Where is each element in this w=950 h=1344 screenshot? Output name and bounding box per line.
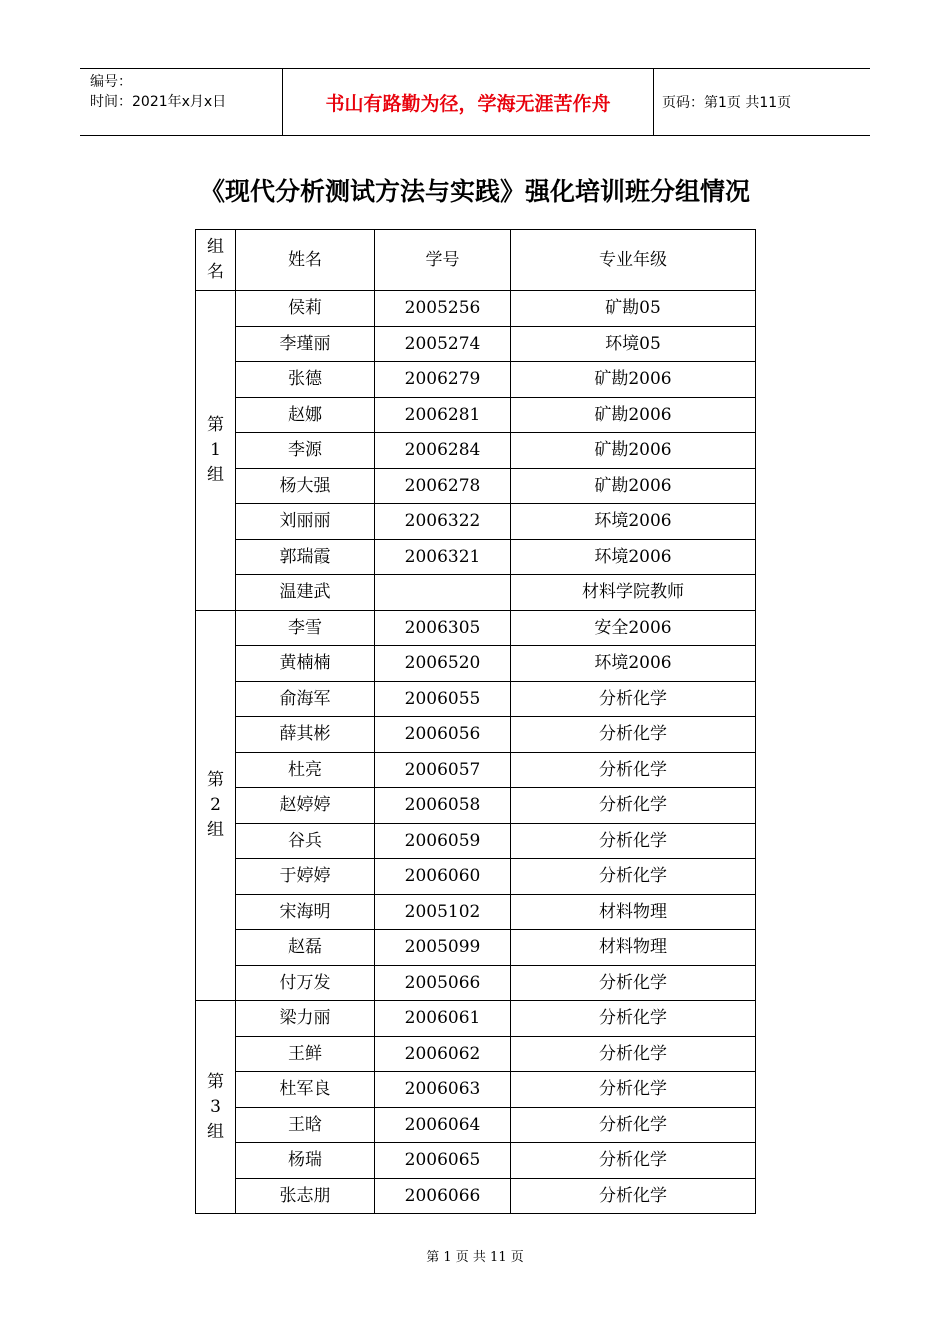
student-id: 2006062 [375, 1036, 511, 1072]
group-label-char: 组 [207, 464, 224, 485]
student-name: 王晗 [236, 1107, 375, 1143]
table-row [196, 1178, 756, 1214]
table-row [196, 504, 756, 540]
header-group [196, 230, 236, 291]
table-row [196, 894, 756, 930]
student-id [375, 575, 511, 611]
group-label [196, 1001, 236, 1214]
student-id: 2006055 [375, 681, 511, 717]
student-major: 分析化学 [511, 681, 756, 717]
student-id: 2006520 [375, 646, 511, 682]
student-major: 环境05 [511, 326, 756, 362]
table-row [196, 468, 756, 504]
student-id: 2006059 [375, 823, 511, 859]
student-id: 2006284 [375, 433, 511, 469]
table-row [196, 681, 756, 717]
student-id: 2006281 [375, 397, 511, 433]
student-id: 2006063 [375, 1072, 511, 1108]
student-major: 分析化学 [511, 788, 756, 824]
student-major: 分析化学 [511, 859, 756, 895]
header-name: 姓名 [236, 230, 375, 291]
table-row [196, 539, 756, 575]
header-motto: 书山有路勤为径，学海无涯苦作舟 [282, 69, 654, 135]
table-row [196, 1001, 756, 1037]
group-label-char: 第 [207, 414, 224, 435]
student-name: 俞海军 [236, 681, 375, 717]
page-header [80, 68, 870, 136]
student-name: 杨大强 [236, 468, 375, 504]
student-major: 分析化学 [511, 1178, 756, 1214]
student-id: 2006279 [375, 362, 511, 398]
group-roster-table [195, 229, 756, 1214]
student-name: 李雪 [236, 610, 375, 646]
student-major: 安全2006 [511, 610, 756, 646]
student-id: 2006056 [375, 717, 511, 753]
group-label [196, 291, 236, 611]
document-number-label: 编号： [90, 74, 132, 90]
table-row [196, 610, 756, 646]
student-name: 赵婷婷 [236, 788, 375, 824]
student-id: 2006058 [375, 788, 511, 824]
table-row [196, 326, 756, 362]
table-row [196, 1036, 756, 1072]
student-id: 2006322 [375, 504, 511, 540]
student-major: 环境2006 [511, 539, 756, 575]
student-major: 矿勘2006 [511, 397, 756, 433]
table-row [196, 788, 756, 824]
student-id: 2005274 [375, 326, 511, 362]
group-label-char: 3 [210, 1096, 221, 1117]
student-id: 2005066 [375, 965, 511, 1001]
group-label-char: 1 [210, 439, 221, 460]
student-major: 分析化学 [511, 1143, 756, 1179]
group-label-char: 组 [207, 1121, 224, 1142]
header-group-char-2: 名 [207, 262, 224, 282]
student-id: 2005256 [375, 291, 511, 327]
student-id: 2006057 [375, 752, 511, 788]
student-major: 材料物理 [511, 894, 756, 930]
table-row [196, 575, 756, 611]
table-row [196, 859, 756, 895]
student-name: 王鲜 [236, 1036, 375, 1072]
header-page-info: 页码：第1页 共11页 [662, 95, 792, 111]
header-meta [80, 69, 282, 135]
student-id: 2006305 [375, 610, 511, 646]
student-major: 矿勘2006 [511, 433, 756, 469]
table-row [196, 823, 756, 859]
student-name: 赵磊 [236, 930, 375, 966]
group-label-char: 组 [207, 819, 224, 840]
student-name: 杜亮 [236, 752, 375, 788]
table-row [196, 1107, 756, 1143]
student-name: 杨瑞 [236, 1143, 375, 1179]
table-row [196, 362, 756, 398]
student-name: 薛其彬 [236, 717, 375, 753]
student-name: 温建武 [236, 575, 375, 611]
student-name: 杜军良 [236, 1072, 375, 1108]
student-name: 李源 [236, 433, 375, 469]
student-name: 谷兵 [236, 823, 375, 859]
student-major: 分析化学 [511, 752, 756, 788]
student-major: 材料学院教师 [511, 575, 756, 611]
student-name: 侯莉 [236, 291, 375, 327]
student-major: 分析化学 [511, 965, 756, 1001]
table-row [196, 717, 756, 753]
student-name: 刘丽丽 [236, 504, 375, 540]
student-name: 郭瑞霞 [236, 539, 375, 575]
student-name: 赵娜 [236, 397, 375, 433]
table-row [196, 646, 756, 682]
table-header-row [196, 230, 756, 291]
table-row [196, 1072, 756, 1108]
group-label-char: 第 [207, 1071, 224, 1092]
student-major: 分析化学 [511, 1001, 756, 1037]
student-name: 于婷婷 [236, 859, 375, 895]
table-row [196, 433, 756, 469]
student-name: 付万发 [236, 965, 375, 1001]
document-title: 《现代分析测试方法与实践》强化培训班分组情况 [199, 177, 750, 206]
student-name: 李瑾丽 [236, 326, 375, 362]
student-major: 矿勘2006 [511, 362, 756, 398]
student-major: 矿勘05 [511, 291, 756, 327]
group-label-char: 2 [210, 794, 221, 815]
student-major: 环境2006 [511, 646, 756, 682]
table-row [196, 752, 756, 788]
page-footer: 第 1 页 共 11 页 [426, 1250, 524, 1265]
student-id: 2005102 [375, 894, 511, 930]
table-row [196, 397, 756, 433]
student-major: 分析化学 [511, 1036, 756, 1072]
student-name: 宋海明 [236, 894, 375, 930]
document-date-label: 时间：2021年x月x日 [90, 94, 227, 110]
student-id: 2006321 [375, 539, 511, 575]
student-major: 矿勘2006 [511, 468, 756, 504]
student-name: 张德 [236, 362, 375, 398]
student-name: 梁力丽 [236, 1001, 375, 1037]
group-label-char: 第 [207, 769, 224, 790]
student-id: 2006066 [375, 1178, 511, 1214]
student-id: 2006060 [375, 859, 511, 895]
student-id: 2006065 [375, 1143, 511, 1179]
student-id: 2006061 [375, 1001, 511, 1037]
student-major: 分析化学 [511, 717, 756, 753]
table-row [196, 930, 756, 966]
table-row [196, 965, 756, 1001]
student-major: 分析化学 [511, 1107, 756, 1143]
table-row [196, 1143, 756, 1179]
student-id: 2005099 [375, 930, 511, 966]
student-id: 2006064 [375, 1107, 511, 1143]
student-major: 分析化学 [511, 823, 756, 859]
student-major: 材料物理 [511, 930, 756, 966]
header-student-id: 学号 [375, 230, 511, 291]
table-row [196, 291, 756, 327]
group-label [196, 610, 236, 1001]
header-major: 专业年级 [511, 230, 756, 291]
student-id: 2006278 [375, 468, 511, 504]
student-name: 张志朋 [236, 1178, 375, 1214]
student-major: 分析化学 [511, 1072, 756, 1108]
table-body [196, 291, 756, 1214]
header-group-char-1: 组 [207, 237, 224, 257]
student-major: 环境2006 [511, 504, 756, 540]
student-name: 黄楠楠 [236, 646, 375, 682]
